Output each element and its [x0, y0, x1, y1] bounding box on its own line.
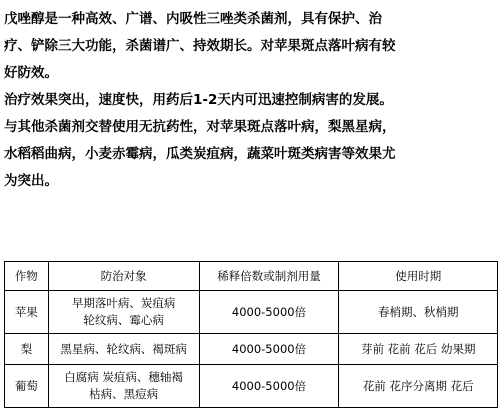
table-row [5, 334, 498, 365]
paragraph-line: 为突出。 [4, 173, 58, 189]
cell-target [48, 365, 199, 408]
paragraph-line: 治疗效果突出，速度快，用药后1-2天内可迅速控制病害的发展。 [4, 92, 393, 108]
cell-target [48, 334, 199, 365]
cell-crop: 苹果 [5, 291, 49, 334]
effect-paragraph [4, 87, 500, 195]
table-header-row [5, 262, 498, 291]
cell-rate: 4000-5000倍 [199, 291, 339, 334]
paragraph-line: 疗、铲除三大功能，杀菌谱广、持效期长。对苹果斑点落叶病有较 [4, 38, 396, 54]
target-line: 早期落叶病、炭疽病 [71, 296, 176, 310]
header-time: 使用时期 [339, 262, 498, 291]
target-line: 轮纹病、霉心病 [83, 313, 164, 327]
cell-target [48, 291, 199, 334]
table-row [5, 291, 498, 334]
cell-rate: 4000-5000倍 [199, 334, 339, 365]
header-target: 防治对象 [48, 262, 199, 291]
cell-time: 芽前 花前 花后 幼果期 [339, 334, 498, 365]
paragraph-line: 好防效。 [4, 65, 58, 81]
cell-crop: 梨 [5, 334, 49, 365]
paragraph-line: 与其他杀菌剂交替使用无抗药性，对苹果斑点落叶病，梨黑星病， [4, 119, 396, 135]
cell-rate: 4000-5000倍 [199, 365, 339, 408]
header-crop: 作物 [5, 262, 49, 291]
paragraph-line: 戊唑醇是一种高效、广谱、内吸性三唑类杀菌剂，具有保护、治 [4, 11, 382, 27]
cell-time: 花前 花序分离期 花后 [339, 365, 498, 408]
header-rate: 稀释倍数或制剂用量 [199, 262, 339, 291]
description-paragraph [4, 6, 500, 87]
paragraph-line: 水稻稻曲病，小麦赤霉病，瓜类炭疽病，蔬菜叶斑类病害等效果尤 [4, 146, 396, 162]
target-line: 白腐病 炭疽病、穗轴褐 [64, 370, 183, 384]
target-line: 黑星病、轮纹病、褐斑病 [60, 341, 187, 356]
table-row [5, 365, 498, 408]
cell-crop: 葡萄 [5, 365, 49, 408]
cell-time: 春梢期、秋梢期 [339, 291, 498, 334]
usage-table [4, 261, 498, 408]
target-line: 枯病、黑痘病 [89, 387, 159, 401]
